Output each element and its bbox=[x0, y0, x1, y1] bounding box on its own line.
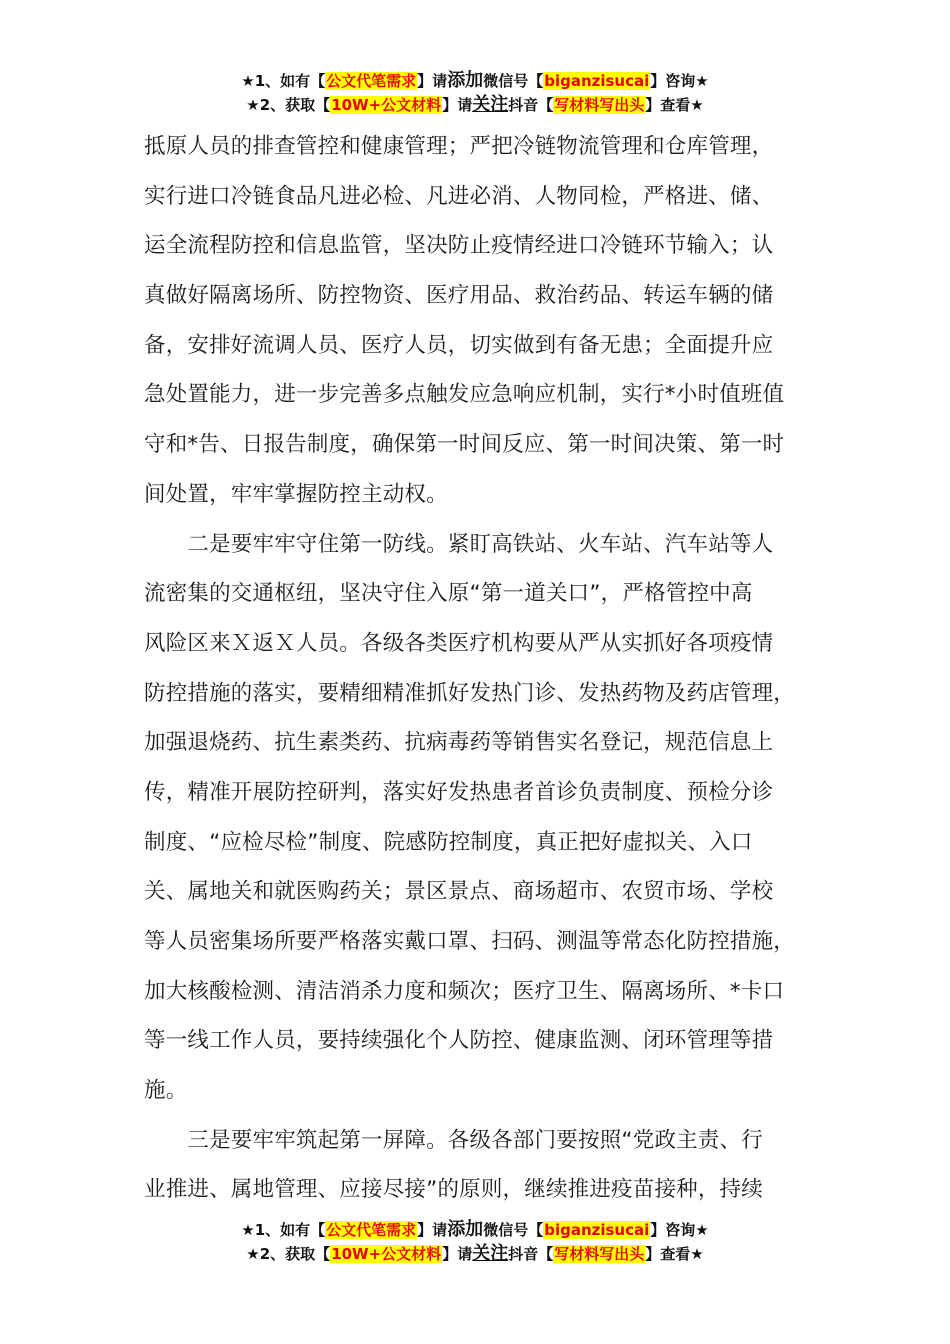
body-line: 风险区来Ｘ返Ｘ人员。各级各类医疗机构要从严从实抓好各项疫情 bbox=[144, 630, 774, 656]
body-line: 传，精准开展防控研判，落实好发热患者首诊负责制度、预检分诊 bbox=[144, 779, 774, 805]
promo-highlight: 10W+公文材料 bbox=[331, 1245, 442, 1263]
body-line: 间处置，牢牢掌握防控主动权。 bbox=[144, 481, 448, 507]
body-line: 急处置能力，进一步完善多点触发应急响应机制，实行*小时值班值 bbox=[144, 382, 785, 408]
promo-highlight: 10W+公文材料 bbox=[331, 96, 442, 114]
promo-text: 】请 bbox=[442, 96, 473, 114]
header-promo bbox=[0, 69, 950, 117]
body-line: 业推进、属地管理、应接尽接”的原则，继续推进疫苗接种，持续 bbox=[144, 1177, 763, 1203]
body-line: 关、属地关和就医购药关；景区景点、商场超市、农贸市场、学校 bbox=[144, 879, 774, 905]
footer-promo bbox=[0, 1218, 950, 1266]
promo-text: ★1、如有【 bbox=[241, 1221, 326, 1239]
body-line: 防控措施的落实，要精细精准抓好发热门诊、发热药物及药店管理， bbox=[144, 680, 796, 706]
promo-text: 】请 bbox=[442, 1245, 473, 1263]
promo-highlight: 公文代笔需求 bbox=[326, 1221, 417, 1239]
promo-emphasis: 关注 bbox=[472, 94, 509, 115]
promo-text: 抖音【 bbox=[508, 96, 554, 114]
promo-text: 抖音【 bbox=[508, 1245, 554, 1263]
promo-text: ★2、获取【 bbox=[246, 1245, 331, 1263]
body-line: 抵原人员的排查管控和健康管理；严把冷链物流管理和仓库管理， bbox=[144, 134, 774, 159]
promo-text: 】咨询★ bbox=[650, 72, 709, 90]
body-line: 三是要牢牢筑起第一屏障。各级各部门要按照“党政主责、行 bbox=[144, 1127, 763, 1153]
body-line: 流密集的交通枢纽，坚决守住入原“第一道关口”，严格管控中高 bbox=[144, 581, 753, 607]
promo-line-2 bbox=[0, 1242, 950, 1266]
promo-emphasis: 添加 bbox=[447, 70, 484, 91]
body-line: 备，安排好流调人员、医疗人员，切实做到有备无患；全面提升应 bbox=[144, 332, 774, 358]
promo-wechat-id: biganzisucai bbox=[544, 1221, 650, 1239]
promo-line-2 bbox=[0, 93, 950, 117]
promo-line-1 bbox=[0, 1218, 950, 1242]
promo-text: 】咨询★ bbox=[650, 1221, 709, 1239]
body-line: 制度、“应检尽检”制度、院感防控制度，真正把好虚拟关、入口 bbox=[144, 829, 753, 855]
promo-emphasis: 添加 bbox=[447, 1219, 484, 1240]
promo-douyin-account: 写材料写出头 bbox=[554, 1245, 645, 1263]
body-line: 守和*告、日报告制度，确保第一时间反应、第一时间决策、第一时 bbox=[144, 432, 785, 458]
promo-emphasis: 关注 bbox=[472, 1243, 509, 1264]
promo-text: ★2、获取【 bbox=[246, 96, 331, 114]
body-line: 施。 bbox=[144, 1078, 188, 1104]
promo-wechat-id: biganzisucai bbox=[544, 72, 650, 90]
body-line: 加强退烧药、抗生素类药、抗病毒药等销售实名登记，规范信息上 bbox=[144, 730, 774, 756]
promo-text: 】查看★ bbox=[645, 1245, 704, 1263]
body-line: 等人员密集场所要严格落实戴口罩、扫码、测温等常态化防控措施， bbox=[144, 929, 796, 954]
body-line: 实行进口冷链食品凡进必检、凡进必消、人物同检，严格进、储、 bbox=[144, 183, 774, 209]
promo-text: ★1、如有【 bbox=[241, 72, 326, 90]
body-line: 加大核酸检测、清洁消杀力度和频次；医疗卫生、隔离场所、*卡口 bbox=[144, 978, 785, 1004]
document-body bbox=[144, 122, 812, 1215]
promo-text: 】请 bbox=[417, 72, 448, 90]
promo-douyin-account: 写材料写出头 bbox=[554, 96, 645, 114]
promo-text: 微信号【 bbox=[483, 72, 544, 90]
promo-line-1 bbox=[0, 69, 950, 93]
body-line: 真做好隔离场所、防控物资、医疗用品、救治药品、转运车辆的储 bbox=[144, 283, 774, 309]
body-line: 等一线工作人员，要持续强化个人防控、健康监测、闭环管理等措 bbox=[144, 1028, 774, 1054]
body-line: 二是要牢牢守住第一防线。紧盯高铁站、火车站、汽车站等人 bbox=[144, 531, 774, 557]
promo-highlight: 公文代笔需求 bbox=[326, 72, 417, 90]
promo-text: 微信号【 bbox=[483, 1221, 544, 1239]
promo-text: 】查看★ bbox=[645, 96, 704, 114]
promo-text: 】请 bbox=[417, 1221, 448, 1239]
body-line: 运全流程防控和信息监管，坚决防止疫情经进口冷链环节输入；认 bbox=[144, 233, 774, 259]
